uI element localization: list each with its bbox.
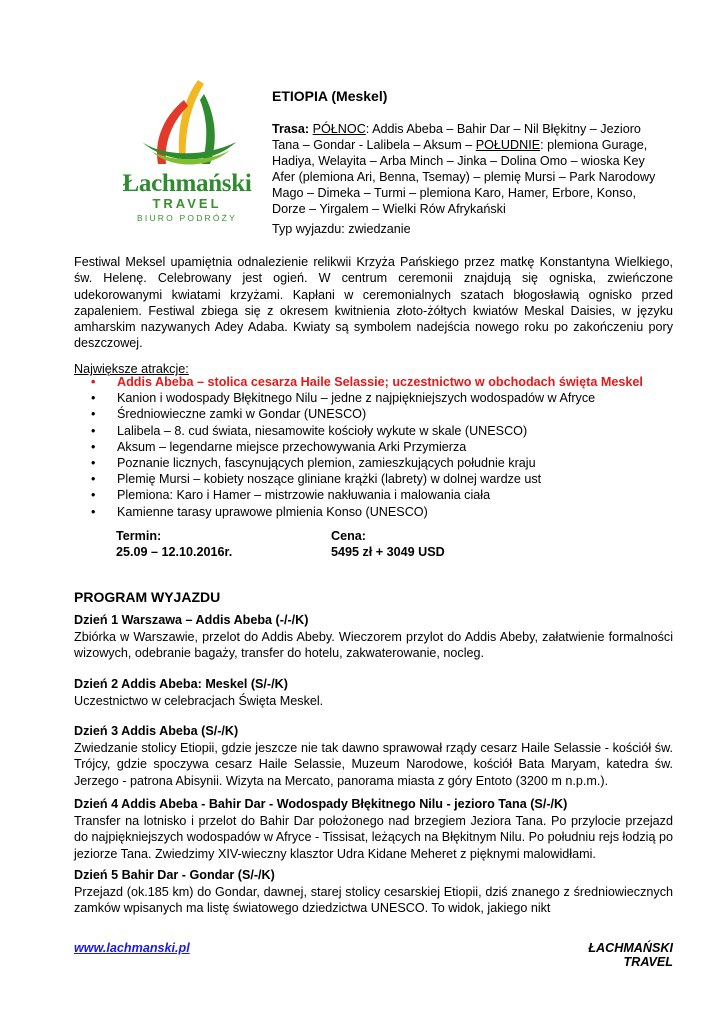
day-text: Transfer na lotnisko i przelot do Bahir Dar położonego nad brzegiem Jeziora Tana. Po przylocie przejazd do najpiękniejszych wodospadów w Afryce - Tissisat, leżących na Błękitnym Nilu. Po południu rejs łodzią po jeziorze Tana. Zwiedzimy XIV-wieczny klasztor Udra Kidane Meheret z pięknymi malowidłami. — [74, 814, 673, 861]
termin-label: Termin: — [116, 529, 162, 543]
route-description — [272, 121, 664, 217]
route-north-label: PÓŁNOC — [312, 122, 366, 136]
attractions-list — [74, 374, 684, 520]
attraction-highlight: • Addis Abeba – stolica cesarza Haile Selassie; uczestnictwo w obchodach święta Meskel — [74, 374, 684, 390]
page-title: ETIOPIA (Meskel) — [272, 88, 388, 104]
day-title: Dzień 4 Addis Abeba - Bahir Dar - Wodospady Błękitnego Nilu - jezioro Tana (S/-/K) — [74, 797, 568, 811]
day-text: Uczestnictwo w celebracjach Święta Meskel. — [74, 694, 324, 708]
attraction-item: • Kamienne tarasy uprawowe plmienia Konso (UNESCO) — [74, 504, 684, 520]
attraction-item: • Poznanie licznych, fascynujących plemion, zamieszkujących południe kraju — [74, 455, 684, 471]
intro-paragraph: Festiwal Meksel upamiętnia odnalezienie relikwii Krzyża Pańskiego przez matkę Konstantyna Wielkiego, św. Helenę. Celebrowany jest ogień. W centrum ceremonii znajdują się ogniska, zwieńczone udekorowanymi kwiatami krzyżami. Kapłani w ceremonialnych szatach błogosławią ognisko przed zapaleniem. Festiwal zbiega się z okresem kwitnienia złoto-żółtych kwiatów Meskal Daisies, w języku amharskim nazywanych Adey Adaba. Kwiaty są symbolem nadejścia nowego roku po zakończeniu pory deszczowej. — [74, 255, 673, 351]
cena-label: Cena: — [331, 529, 366, 543]
company-logo — [112, 72, 262, 223]
route-south-text: : plemiona Gurage, Hadiya, Welayita – Arba Minch – Jinka – Dolina Omo – wioska Key Afer (plemiona Ari, Benna, Tsemay) – plemię Mursi – Park Narodowy Mago – Dimeka – Turmi – plemiona Karo, Hamer, Erbore, Konso, Dorze – Yirgalem – Wielki Rów Afrykański — [272, 138, 656, 216]
attraction-item: • Plemię Mursi – kobiety noszące gliniane krążki (labrety) w dolnej wardze ust — [74, 471, 684, 487]
day-title: Dzień 2 Addis Abeba: Meskel (S/-/K) — [74, 677, 288, 691]
logo-tagline: BIURO PODRÓŻY — [137, 213, 237, 223]
logo-brand-text: Łachmański — [122, 170, 252, 197]
attraction-item: • Plemiona: Karo i Hamer – mistrzowie nakłuwania i malowania ciała — [74, 487, 684, 503]
trip-type: Typ wyjazdu: zwiedzanie — [272, 222, 411, 236]
day-title: Dzień 1 Warszawa – Addis Abeba (-/-/K) — [74, 613, 309, 627]
day-title: Dzień 3 Addis Abeba (S/-/K) — [74, 724, 239, 738]
attraction-item: • Kanion i wodospady Błękitnego Nilu – jedne z najpiękniejszych wodospadów w Afryce — [74, 390, 684, 406]
attraction-item: • Średniowieczne zamki w Gondar (UNESCO) — [74, 406, 684, 422]
logo-travel-text: TRAVEL — [152, 196, 222, 211]
route-label: Trasa: — [272, 122, 310, 136]
attraction-item: • Aksum – legendarne miejsce przechowywania Arki Przymierza — [74, 439, 684, 455]
route-south-label: POŁUDNIE — [475, 138, 541, 152]
day-text: Zbiórka w Warszawie, przelot do Addis Abeby. Wieczorem przylot do Addis Abeby, załatwienie formalności wizowych, odebranie bagaży, transfer do hotelu, zakwaterowanie, nocleg. — [74, 630, 673, 661]
cena-value: 5495 zł + 3049 USD — [331, 545, 445, 559]
day-title: Dzień 5 Bahir Dar - Gondar (S/-/K) — [74, 868, 275, 882]
day-text: Przejazd (ok.185 km) do Gondar, dawnej, starej stolicy cesarskiej Etiopii, dziś znanego z średniowiecznych zamków wpisanych ma listę światowego dziedzictwa UNESCO. To widok, jakiego nikt — [74, 885, 673, 916]
website-link[interactable]: www.lachmanski.pl — [74, 941, 190, 955]
termin-value: 25.09 – 12.10.2016r. — [116, 545, 233, 559]
program-heading: PROGRAM WYJAZDU — [74, 589, 221, 605]
footer-brand: ŁACHMAŃSKI TRAVEL — [588, 941, 673, 969]
day-text: Zwiedzanie stolicy Etiopii, gdzie jeszcze nie tak dawno sprawował rządy cesarz Haile Selassie - kościół św. Trójcy, gdzie spoczywa cesarz Haile Selassie, Muzeum Narodowe, kościół Bata Maryam, katedra św. Jerzego - patrona Abisynii. Wizyta na Mercato, panorama miasta z góry Entoto (3200 m n.p.m.). — [74, 741, 673, 788]
attraction-item: • Lalibela – 8. cud świata, niesamowite kościoły wykute w skale (UNESCO) — [74, 423, 684, 439]
attractions-heading: Największe atrakcje: — [74, 362, 189, 376]
route-north-text: : Addis Abeba – Bahir Dar – Nil Błękitny – Jezioro Tana – Gondar - Lalibela – Aksum – — [272, 122, 641, 152]
